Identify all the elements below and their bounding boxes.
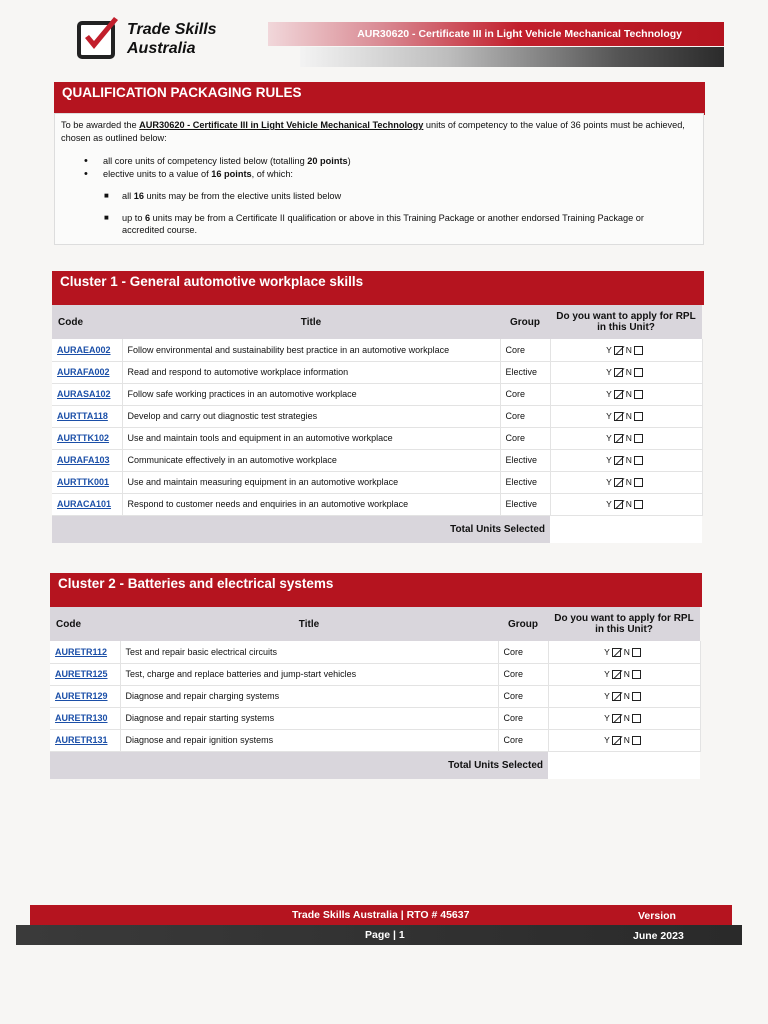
bullet-elective: • elective units to a value of 16 points, of which: [84, 168, 293, 180]
rpl-choice [548, 729, 700, 751]
unit-group: Core [498, 685, 548, 707]
table-row [52, 405, 702, 427]
col-rpl: Do you want to apply for RPL in this Unit? [548, 607, 700, 641]
rpl-choice [550, 427, 702, 449]
rpl-yes-checkbox[interactable] [614, 390, 623, 399]
rpl-yes-label: Y [606, 498, 612, 509]
table-row [50, 641, 700, 663]
unit-code [52, 361, 122, 383]
rpl-no-checkbox[interactable] [634, 456, 643, 465]
col-code: Code [50, 607, 120, 641]
unit-code [52, 339, 122, 361]
rpl-yes-checkbox[interactable] [614, 500, 623, 509]
rpl-yes-checkbox[interactable] [612, 670, 621, 679]
unit-group: Elective [500, 493, 550, 515]
sub-bullet-2: ■ up to 6 units may be from a Certificate II qualification or above in this Training Package or another endorsed Training Package or accredited course. [104, 213, 644, 235]
rpl-choice [550, 361, 702, 383]
unit-group: Core [498, 663, 548, 685]
rpl-yes-checkbox[interactable] [612, 692, 621, 701]
footer-org: Trade Skills Australia | RTO # 45637 [292, 909, 470, 921]
unit-code [52, 449, 122, 471]
unit-group: Core [498, 641, 548, 663]
unit-title: Diagnose and repair ignition systems [120, 729, 498, 751]
unit-code [50, 641, 120, 663]
rpl-no-checkbox[interactable] [634, 390, 643, 399]
sub2-prefix: up to [122, 213, 145, 223]
sub1-suffix: units may be from the elective units listed below [143, 191, 342, 201]
sub2-bold: 6 [145, 213, 151, 223]
sub1-prefix: all [122, 191, 134, 201]
rpl-yes-label: Y [606, 476, 612, 487]
packaging-intro [61, 119, 701, 145]
unit-code-link[interactable]: AURTTK102 [57, 433, 110, 443]
rpl-no-label: N [623, 734, 630, 745]
footer-version-label: Version [638, 910, 676, 922]
table-row [52, 471, 702, 493]
unit-code-link[interactable]: AURAFA103 [57, 455, 110, 465]
rpl-yes-label: Y [604, 712, 610, 723]
rpl-choice [548, 685, 700, 707]
rpl-choice [548, 707, 700, 729]
unit-code [50, 663, 120, 685]
total-row [50, 751, 700, 779]
table-row [52, 383, 702, 405]
unit-title: Read and respond to automotive workplace information [122, 361, 500, 383]
rpl-yes-label: Y [606, 388, 612, 399]
unit-title: Diagnose and repair starting systems [120, 707, 498, 729]
unit-group: Core [500, 339, 550, 361]
rpl-yes-label: Y [606, 344, 612, 355]
table-row [52, 361, 702, 383]
rpl-no-label: N [623, 712, 630, 723]
certificate-banner: AUR30620 - Certificate III in Light Vehicle Mechanical Technology [268, 22, 724, 46]
rpl-no-label: N [625, 388, 632, 399]
unit-title: Diagnose and repair charging systems [120, 685, 498, 707]
rpl-no-checkbox[interactable] [632, 670, 641, 679]
unit-code-link[interactable]: AURTTK001 [57, 477, 110, 487]
unit-group: Elective [500, 449, 550, 471]
logo-line-2: Australia [127, 40, 196, 57]
table-row [50, 663, 700, 685]
rpl-yes-label: Y [606, 410, 612, 421]
rpl-yes-checkbox[interactable] [612, 714, 621, 723]
rpl-choice [548, 641, 700, 663]
rpl-yes-checkbox[interactable] [612, 648, 621, 657]
rpl-yes-checkbox[interactable] [614, 478, 623, 487]
unit-title: Use and maintain tools and equipment in an automotive workplace [122, 427, 500, 449]
unit-code-link[interactable]: AURETR112 [55, 646, 108, 657]
unit-title: Follow environmental and sustainability best practice in an automotive workplace [122, 339, 500, 361]
rpl-choice [548, 663, 700, 685]
table-row [52, 427, 702, 449]
table-row [52, 339, 702, 361]
unit-code [52, 383, 122, 405]
sub-bullet-1: ■ all 16 units may be from the elective units listed below [104, 191, 342, 201]
rpl-no-label: N [623, 690, 630, 701]
rpl-yes-checkbox[interactable] [614, 456, 623, 465]
unit-group: Core [500, 383, 550, 405]
rpl-yes-label: Y [606, 454, 612, 465]
intro-prefix: To be awarded the [61, 120, 140, 130]
unit-code [52, 471, 122, 493]
sub1-bold: 16 [133, 191, 144, 201]
rpl-no-checkbox[interactable] [632, 648, 641, 657]
total-units-label: Total Units Selected [50, 751, 548, 779]
unit-title: Develop and carry out diagnostic test strategies [122, 405, 500, 427]
rpl-choice [550, 449, 702, 471]
rpl-no-checkbox[interactable] [634, 346, 643, 355]
footer-dark-bar [16, 925, 742, 945]
bullet-core-bold: 20 points [307, 156, 348, 166]
total-units-value[interactable] [548, 751, 700, 779]
unit-code-link[interactable]: AURTTA118 [57, 411, 108, 421]
unit-group: Elective [500, 471, 550, 493]
rpl-no-checkbox[interactable] [634, 478, 643, 487]
rpl-no-label: N [625, 344, 632, 355]
rpl-yes-label: Y [604, 668, 610, 679]
unit-group: Core [500, 427, 550, 449]
rpl-yes-label: Y [604, 734, 610, 745]
footer-red-bar [30, 905, 732, 925]
total-units-value[interactable] [550, 515, 702, 543]
table-row [50, 729, 700, 751]
rpl-no-checkbox[interactable] [634, 500, 643, 509]
cluster2-table [50, 607, 701, 779]
packaging-heading: QUALIFICATION PACKAGING RULES [54, 82, 705, 115]
col-group: Group [500, 305, 550, 339]
table-row [52, 493, 702, 515]
rpl-choice [550, 493, 702, 515]
unit-code [52, 427, 122, 449]
rpl-yes-checkbox[interactable] [614, 346, 623, 355]
bullet-core-suffix: ) [347, 156, 351, 166]
col-code: Code [52, 305, 122, 339]
rpl-yes-checkbox[interactable] [614, 412, 623, 421]
unit-title: Follow safe working practices in an automotive workplace [122, 383, 500, 405]
rpl-no-checkbox[interactable] [632, 692, 641, 701]
unit-code-link[interactable]: AURETR130 [55, 713, 108, 723]
rpl-choice [550, 383, 702, 405]
total-units-label: Total Units Selected [52, 515, 550, 543]
rpl-no-checkbox[interactable] [632, 714, 641, 723]
table-row [50, 707, 700, 729]
col-title: Title [120, 607, 498, 641]
unit-group: Core [498, 729, 548, 751]
header-grey-band [300, 47, 724, 67]
rpl-yes-label: Y [604, 690, 610, 701]
unit-code-link[interactable]: AURETR129 [55, 691, 108, 701]
rpl-no-label: N [625, 432, 632, 443]
unit-code-link[interactable]: AURASA102 [57, 389, 111, 399]
rpl-yes-label: Y [606, 366, 612, 377]
unit-code-link[interactable]: AURACA101 [57, 499, 112, 509]
rpl-yes-label: Y [604, 646, 610, 657]
rpl-no-label: N [625, 410, 632, 421]
col-rpl: Do you want to apply for RPL in this Unit? [550, 305, 702, 339]
rpl-yes-checkbox[interactable] [614, 368, 623, 377]
unit-code [52, 493, 122, 515]
qualification-link[interactable]: AUR30620 - Certificate III in Light Vehicle Mechanical Technology [139, 120, 424, 130]
unit-group: Core [498, 707, 548, 729]
unit-code-link[interactable]: AURETR131 [55, 735, 108, 745]
logo-line-1: Trade Skills [127, 21, 217, 38]
footer-page: Page | 1 [365, 929, 405, 941]
table-row [50, 685, 700, 707]
rpl-no-label: N [625, 476, 632, 487]
rpl-no-checkbox[interactable] [632, 736, 641, 745]
unit-code [50, 685, 120, 707]
unit-code-link[interactable]: AURAEA002 [57, 344, 111, 355]
footer-date: June 2023 [633, 930, 684, 942]
logo-icon [76, 16, 122, 60]
rpl-no-checkbox[interactable] [634, 434, 643, 443]
total-row [52, 515, 702, 543]
rpl-yes-checkbox[interactable] [614, 434, 623, 443]
unit-code-link[interactable]: AURETR125 [55, 669, 108, 679]
rpl-no-label: N [623, 646, 630, 657]
unit-title: Communicate effectively in an automotive workplace [122, 449, 500, 471]
logo-text [127, 20, 217, 58]
rpl-no-checkbox[interactable] [634, 368, 643, 377]
unit-code [50, 707, 120, 729]
rpl-yes-checkbox[interactable] [612, 736, 621, 745]
cluster1-heading: Cluster 1 - General automotive workplace skills [52, 271, 704, 305]
rpl-choice [550, 405, 702, 427]
bullet-elective-bold: 16 points [211, 169, 252, 179]
unit-group: Core [500, 405, 550, 427]
rpl-no-label: N [625, 498, 632, 509]
rpl-no-checkbox[interactable] [634, 412, 643, 421]
rpl-choice [550, 471, 702, 493]
unit-code-link[interactable]: AURAFA002 [57, 367, 110, 377]
unit-title: Respond to customer needs and enquiries in an automotive workplace [122, 493, 500, 515]
unit-code [50, 729, 120, 751]
unit-group: Elective [500, 361, 550, 383]
rpl-no-label: N [623, 668, 630, 679]
rpl-yes-label: Y [606, 432, 612, 443]
rpl-no-label: N [625, 454, 632, 465]
col-group: Group [498, 607, 548, 641]
bullet-elective-suffix: , of which: [251, 169, 293, 179]
col-title: Title [122, 305, 500, 339]
unit-code [52, 405, 122, 427]
table-row [52, 449, 702, 471]
rpl-no-label: N [625, 366, 632, 377]
intro-suffix: units of competency to the value of 36 points must be achieved, chosen as outlined below: [61, 120, 685, 143]
sub2-suffix: units may be from a Certificate II qualification or above in this Training Package or another endorsed Training Package or accredited course. [122, 213, 644, 235]
cluster1-table [52, 305, 703, 543]
bullet-core: • all core units of competency listed below (totalling 20 points) [84, 155, 351, 167]
bullet-elective-prefix: elective units to a value of [103, 169, 212, 179]
unit-title: Use and maintain measuring equipment in an automotive workplace [122, 471, 500, 493]
unit-title: Test, charge and replace batteries and jump-start vehicles [120, 663, 498, 685]
cluster2-heading: Cluster 2 - Batteries and electrical systems [50, 573, 702, 607]
unit-title: Test and repair basic electrical circuits [120, 641, 498, 663]
bullet-core-prefix: all core units of competency listed below (totalling [103, 156, 308, 166]
rpl-choice [550, 339, 702, 361]
